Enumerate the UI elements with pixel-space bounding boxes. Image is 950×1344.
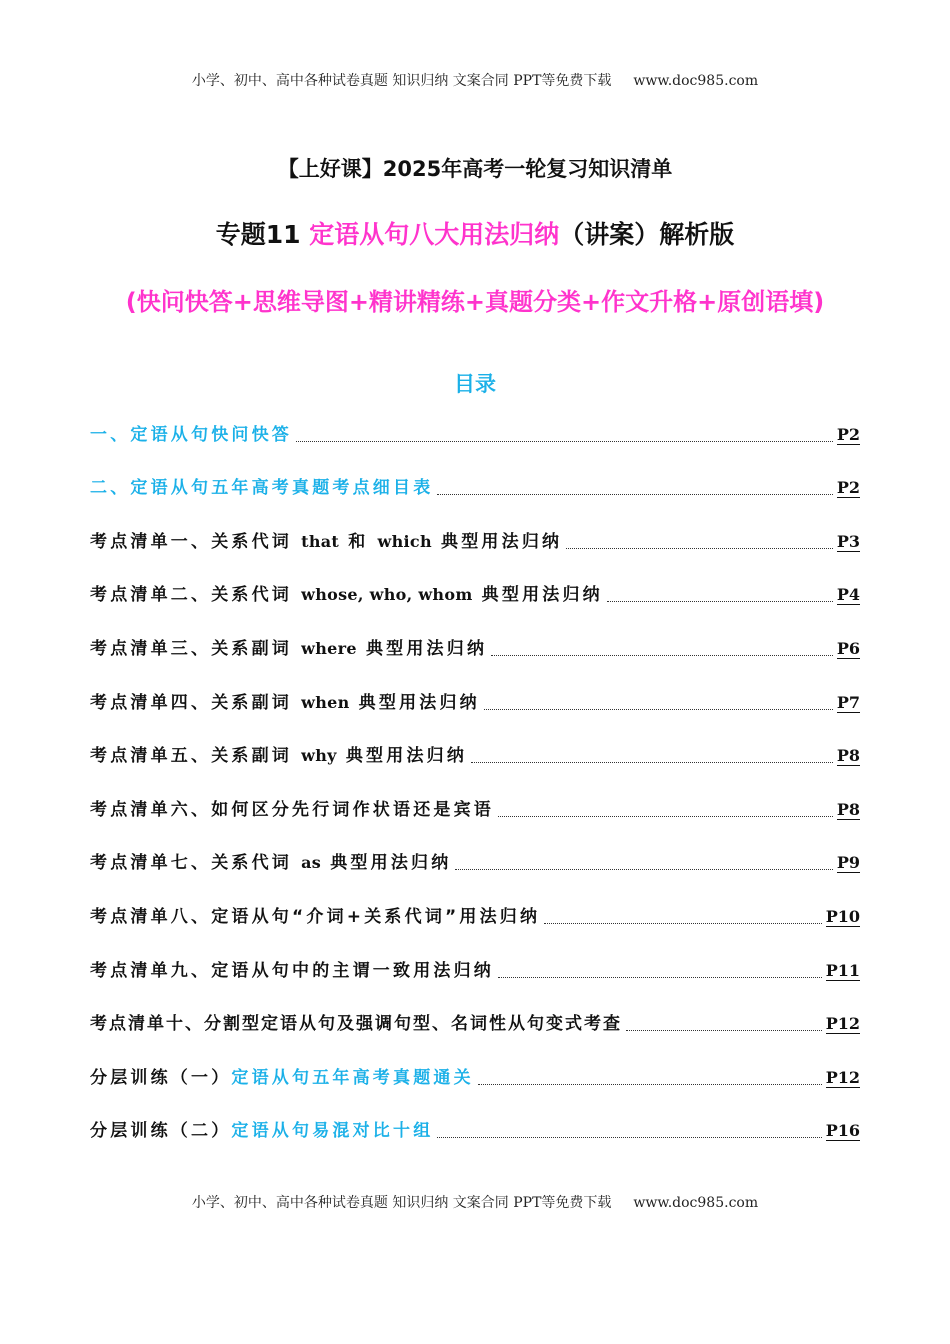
toc-item-page: P4	[836, 585, 860, 605]
toc-item-label	[90, 1063, 474, 1088]
toc-item[interactable]	[90, 1048, 860, 1102]
label-english: as	[301, 853, 322, 873]
toc-item-page: P8	[836, 746, 860, 766]
label-part: 考点清单五、关系副词	[90, 746, 302, 767]
label-part: 考点清单三、关系副词	[90, 638, 302, 659]
toc-item-label	[90, 848, 451, 873]
document-subtitle	[0, 215, 950, 251]
toc-item[interactable]	[90, 834, 860, 888]
toc-item-page: P16	[825, 1121, 860, 1141]
footer-url[interactable]: www.doc985.com	[633, 1195, 759, 1211]
toc-leader	[626, 1030, 822, 1031]
label-part: 考点清单二、关系代词	[90, 585, 302, 606]
label-highlight: 定语从句易混对比十组	[231, 1121, 434, 1142]
label-english: where	[301, 638, 357, 658]
toc-leader	[478, 1084, 822, 1085]
label-part: 和	[339, 531, 378, 552]
header-url[interactable]: www.doc985.com	[633, 73, 759, 89]
table-of-contents	[90, 405, 860, 1155]
label-part: 分层训练（一）	[90, 1067, 232, 1088]
toc-leader	[498, 977, 822, 978]
label-english: whose, who, whom	[301, 585, 473, 605]
toc-item-label: 考点清单六、如何区分先行词作状语还是宾语	[90, 799, 494, 820]
toc-leader	[484, 709, 833, 710]
toc-item[interactable]	[90, 727, 860, 781]
toc-item[interactable]	[90, 941, 860, 995]
toc-item-label: 考点清单九、定语从句中的主谓一致用法归纳	[90, 960, 494, 981]
toc-item[interactable]	[90, 566, 860, 620]
label-part: 典型用法归纳	[321, 853, 452, 874]
toc-item-label	[90, 1116, 433, 1141]
document-features: (快问快答+思维导图+精讲精练+真题分类+作文升格+原创语填)	[125, 288, 825, 316]
toc-item-label: 二、定语从句五年高考真题考点细目表	[90, 478, 434, 499]
document-title: 【上好课】2025年高考一轮复习知识清单	[277, 157, 673, 181]
toc-leader	[296, 441, 833, 442]
label-part: 考点清单七、关系代词	[90, 853, 302, 874]
toc-item-page: P3	[836, 531, 860, 551]
toc-leader	[498, 816, 833, 817]
toc-item-label	[90, 741, 467, 766]
toc-leader	[455, 869, 832, 870]
page-footer	[0, 1192, 950, 1212]
subtitle-prefix: 专题11	[215, 220, 310, 249]
toc-item-label	[90, 634, 487, 659]
toc-item-page: P7	[836, 692, 860, 712]
label-english: when	[301, 692, 350, 712]
toc-item-page: P8	[836, 799, 860, 819]
toc-leader	[437, 1137, 821, 1138]
label-part: 典型用法归纳	[431, 531, 563, 552]
subtitle-topic: 定语从句八大用法归纳	[309, 220, 560, 249]
toc-leader	[471, 762, 833, 763]
header-text: 小学、初中、高中各种试卷真题 知识归纳 文案合同 PPT等免费下载	[191, 73, 612, 89]
label-english: that	[301, 531, 340, 551]
toc-item-page: P12	[825, 1014, 860, 1034]
toc-item-label: 一、定语从句快问快答	[90, 424, 292, 445]
toc-item[interactable]	[90, 780, 860, 834]
toc-item-page: P6	[836, 638, 860, 658]
toc-item-label	[90, 688, 480, 713]
toc-item-label: 考点清单十、分割型定语从句及强调句型、名词性从句变式考查	[90, 1014, 622, 1035]
toc-item[interactable]	[90, 887, 860, 941]
toc-item[interactable]	[90, 459, 860, 513]
subtitle-suffix: （讲案）解析版	[559, 220, 735, 249]
label-part: 典型用法归纳	[472, 585, 603, 606]
toc-leader	[437, 494, 832, 495]
toc-leader	[607, 601, 833, 602]
toc-item-page: P12	[825, 1067, 860, 1087]
toc-item[interactable]	[90, 405, 860, 459]
toc-item-page: P2	[836, 424, 860, 444]
toc-item[interactable]	[90, 512, 860, 566]
toc-leader	[566, 548, 833, 549]
toc-item[interactable]	[90, 995, 860, 1049]
label-part: 考点清单四、关系副词	[90, 692, 302, 713]
toc-item-page: P11	[825, 960, 860, 980]
label-part: 典型用法归纳	[356, 638, 488, 659]
toc-item-page: P10	[825, 906, 860, 926]
label-part: 考点清单一、关系代词	[90, 531, 302, 552]
label-part: 分层训练（二）	[90, 1121, 232, 1142]
label-part: 典型用法归纳	[336, 746, 468, 767]
label-part: 典型用法归纳	[349, 692, 480, 713]
toc-item-label	[90, 580, 603, 605]
toc-item-label: 考点清单八、定语从句“介词+关系代词”用法归纳	[90, 906, 541, 927]
toc-item[interactable]	[90, 673, 860, 727]
toc-item-label	[90, 527, 562, 552]
page-header	[0, 70, 950, 90]
toc-leader	[544, 923, 822, 924]
toc-heading: 目录	[454, 372, 496, 396]
toc-item-page: P9	[836, 853, 860, 873]
label-english: which	[377, 531, 432, 551]
label-english: why	[301, 746, 337, 766]
toc-item[interactable]	[90, 619, 860, 673]
label-highlight: 定语从句五年高考真题通关	[231, 1067, 474, 1088]
footer-text: 小学、初中、高中各种试卷真题 知识归纳 文案合同 PPT等免费下载	[191, 1195, 612, 1211]
toc-leader	[491, 655, 833, 656]
toc-item-page: P2	[836, 478, 860, 498]
toc-item[interactable]	[90, 1102, 860, 1156]
